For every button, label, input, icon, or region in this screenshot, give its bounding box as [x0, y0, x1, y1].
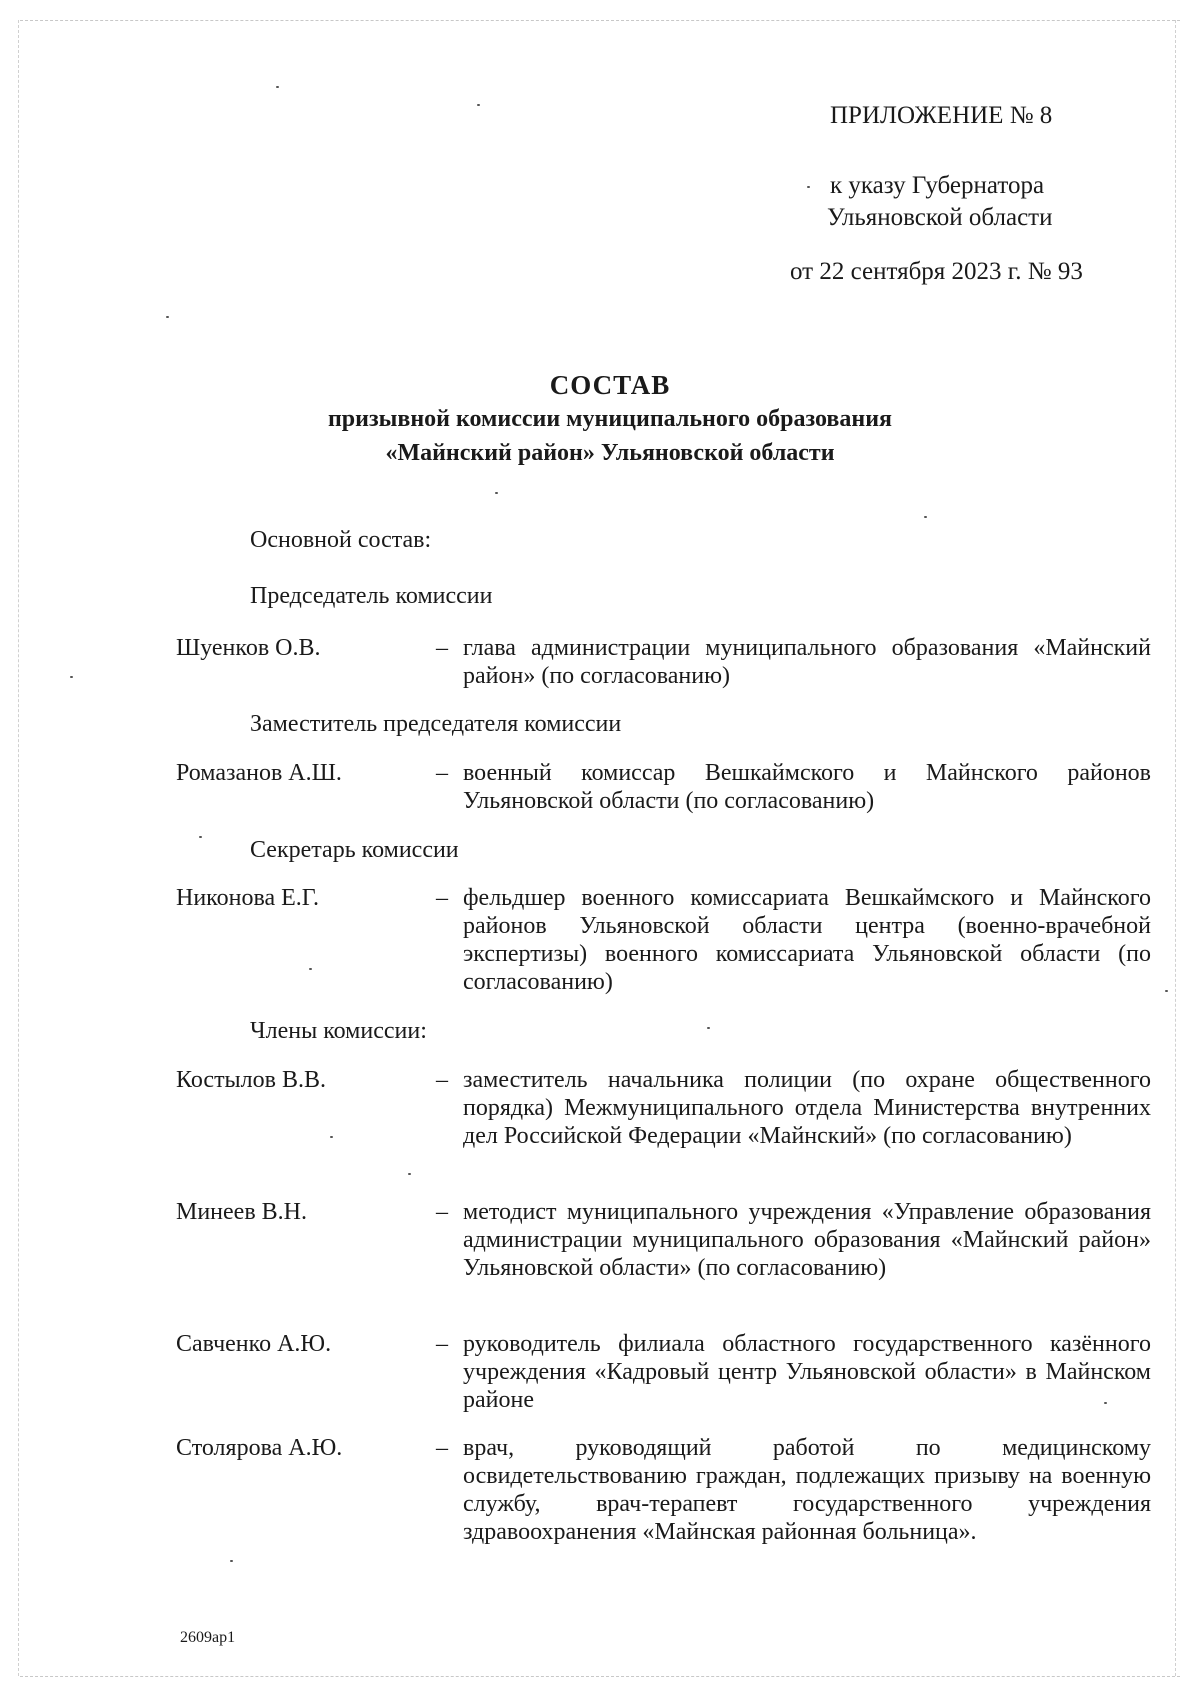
scan-speck — [1104, 1402, 1107, 1404]
member-description: глава администрации муниципального образования «Майнский район» (по согласованию) — [463, 635, 1151, 689]
member-name: Столярова А.Ю. — [176, 1435, 343, 1461]
section-deputy: Заместитель председателя комиссии — [250, 711, 622, 737]
member-dash: – — [436, 1199, 448, 1225]
section-main-composition: Основной состав: — [250, 527, 432, 553]
scan-speck — [495, 492, 498, 494]
member-dash: – — [436, 1331, 448, 1357]
scan-edge-bottom — [20, 1676, 1180, 1677]
scan-speck — [707, 1027, 710, 1029]
document-title — [170, 368, 1050, 470]
member-dash: – — [436, 760, 448, 786]
member-name: Ромазанов А.Ш. — [176, 760, 342, 786]
member-name: Савченко А.Ю. — [176, 1331, 332, 1357]
scan-edge-top — [20, 20, 1180, 21]
decree-region: Ульяновской области — [827, 204, 1053, 231]
scan-speck — [276, 86, 279, 88]
scan-speck — [807, 186, 810, 188]
member-dash: – — [436, 635, 448, 661]
member-description: военный комиссар Вешкаймского и Майнского районов Ульяновской области (по согласованию) — [463, 760, 1151, 814]
member-description: руководитель филиала областного государственного казённого учреждения «Кадровый центр Ульяновской области» в Майнском районе — [463, 1331, 1151, 1413]
scan-speck — [477, 104, 480, 106]
scan-speck — [408, 1173, 411, 1175]
member-name: Шуенков О.В. — [176, 635, 321, 661]
member-dash: – — [436, 1435, 448, 1461]
title-main: СОСТАВ — [549, 370, 671, 400]
scan-edge-left — [18, 20, 19, 1676]
member-description: фельдшер военного комиссариата Вешкаймского и Майнского районов Ульяновской области центра (военно-врачебной экспертизы) военного комиссариата Ульяновской области (по согласованию) — [463, 885, 1151, 995]
member-name: Костылов В.В. — [176, 1067, 326, 1093]
scan-speck — [330, 1136, 333, 1138]
scan-edge-right — [1175, 20, 1176, 1676]
member-name: Никонова Е.Г. — [176, 885, 319, 911]
member-description: методист муниципального учреждения «Управление образования администрации муниципального образования «Майнский район» Ульяновской области» (по согласованию) — [463, 1199, 1151, 1281]
title-line-2: «Майнский район» Ульяновской области — [385, 440, 835, 466]
member-description: заместитель начальника полиции (по охране общественного порядка) Межмуниципального отдела Министерства внутренних дел Российской Федерации «Майнский» (по согласованию) — [463, 1067, 1151, 1149]
scan-speck — [199, 836, 202, 838]
scan-speck — [166, 316, 169, 318]
decree-reference: к указу Губернатора — [830, 172, 1045, 199]
scan-speck — [924, 516, 927, 518]
scan-speck — [230, 1560, 233, 1562]
scan-speck — [70, 676, 73, 678]
scan-speck — [1165, 990, 1168, 992]
title-line-1: призывной комиссии муниципального образования — [327, 406, 893, 432]
section-chairman: Председатель комиссии — [250, 583, 493, 609]
scan-speck — [309, 968, 312, 970]
member-dash: – — [436, 1067, 448, 1093]
document-code: 2609ap1 — [180, 1629, 236, 1646]
decree-date: от 22 сентября 2023 г. № 93 — [790, 258, 1083, 285]
member-name: Минеев В.Н. — [176, 1199, 308, 1225]
section-members: Члены комиссии: — [250, 1018, 427, 1044]
section-secretary: Секретарь комиссии — [250, 837, 459, 863]
member-description: врач, руководящий работой по медицинскому освидетельствованию граждан, подлежащих призыву на военную службу, врач-терапевт государственного учреждения здравоохранения «Майнская районная больница». — [463, 1435, 1151, 1545]
member-dash: – — [436, 885, 448, 911]
annex-number: ПРИЛОЖЕНИЕ № 8 — [830, 102, 1053, 129]
